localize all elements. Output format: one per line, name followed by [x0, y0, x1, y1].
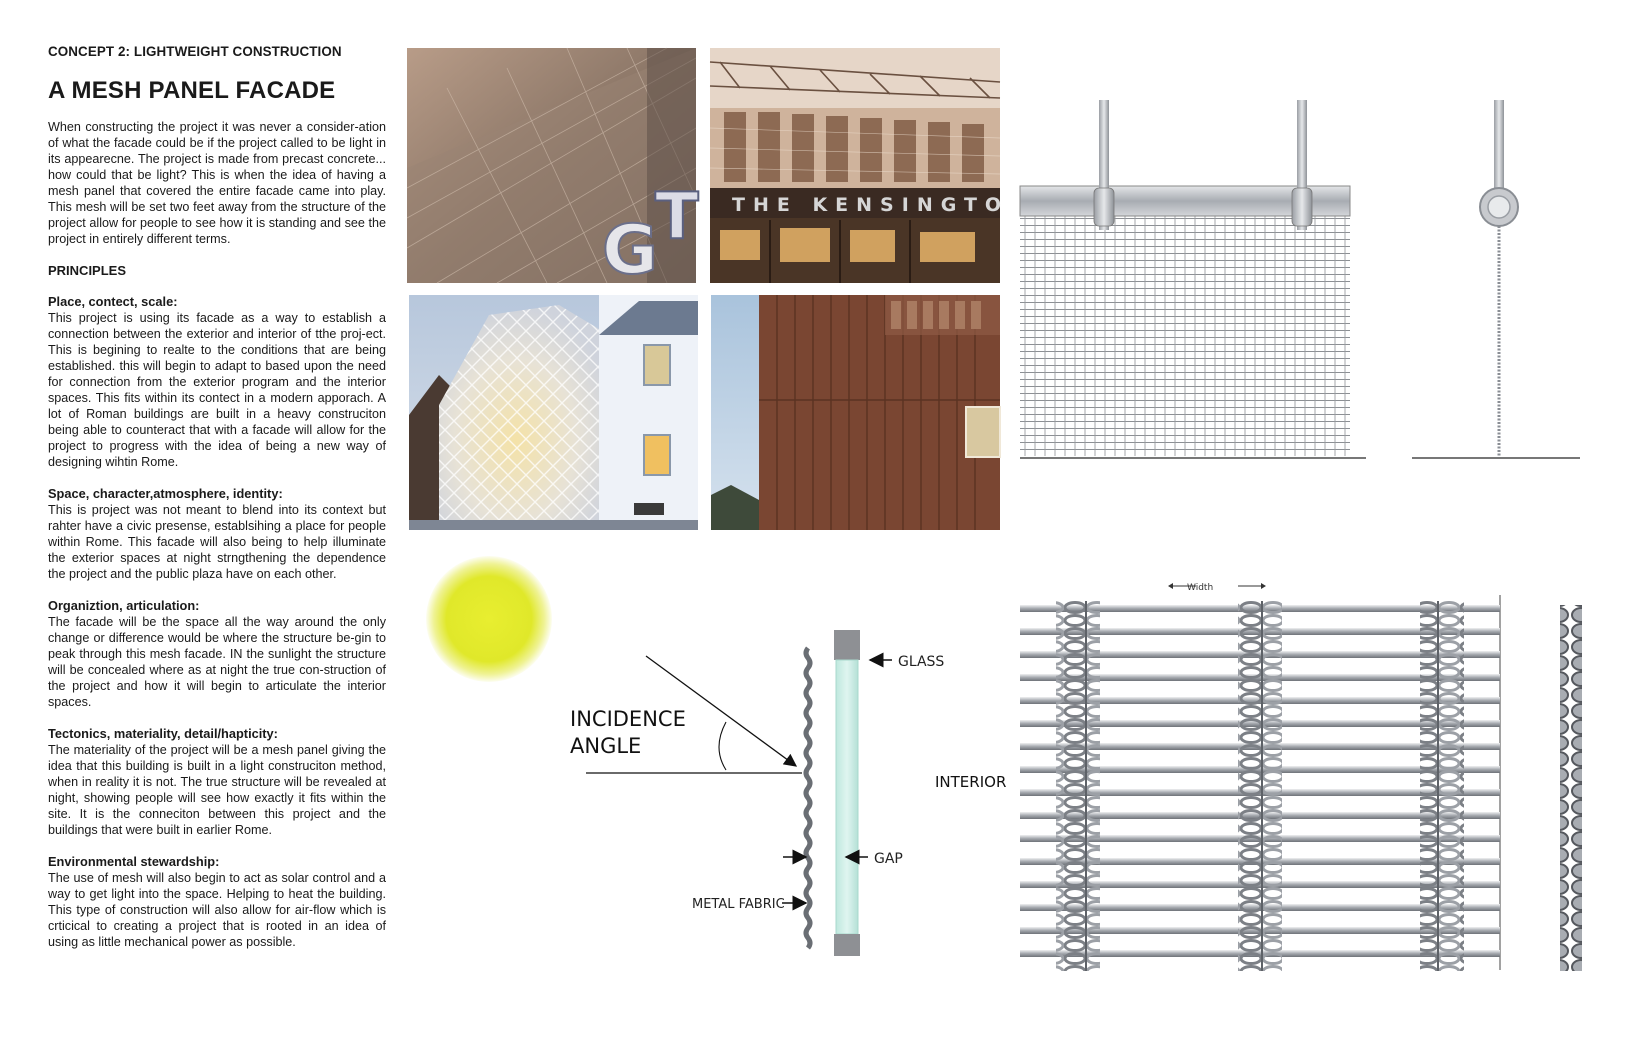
mesh-grid: [1020, 208, 1350, 456]
photo-kensington-building: [710, 48, 1010, 283]
principle-body: The facade will be the space all the way around the only change or difference would be where the structure be-gin to peak through this mesh facade. IN the sunlight the structure will be concealed where as at night the true con-struction of the project and how it will begin to articulate the interior spaces.: [48, 615, 386, 709]
clamp-left: [1094, 188, 1114, 226]
principles-heading: PRINCIPLES: [48, 263, 127, 278]
kensington-sign: THE KENSINGTO: [732, 194, 1010, 216]
clamp-right: [1292, 188, 1312, 226]
side-braid: [1560, 605, 1582, 971]
braided-cable-3: [1420, 601, 1464, 971]
braided-cable-1: [1056, 601, 1100, 971]
side-clamp-core: [1488, 196, 1510, 218]
glass-pane: [836, 660, 858, 934]
principle-section: [48, 854, 386, 950]
glass-label: GLASS: [898, 654, 945, 670]
photo-mesh-facade-letters: [407, 48, 699, 290]
concept-kicker: CONCEPT 2: LIGHTWEIGHT CONSTRUCTION: [48, 44, 342, 59]
metal-fabric-section: [806, 648, 810, 948]
facade-letter-t: T: [655, 180, 699, 254]
principle-heading: Place, contect, scale:: [48, 294, 178, 309]
principle-heading: Tectonics, materiality, detail/hapticity:: [48, 726, 278, 741]
side-rod: [1494, 100, 1504, 200]
principle-section: [48, 726, 386, 838]
principle-heading: Environmental stewardship:: [48, 854, 220, 869]
principle-heading: Space, character,atmosphere, identity:: [48, 486, 283, 501]
page-title: A MESH PANEL FACADE: [48, 77, 336, 104]
glass-cap-top: [834, 630, 860, 660]
mesh-weave-closeup: [1020, 575, 1600, 975]
principle-section: [48, 598, 386, 710]
text-column: [48, 44, 386, 966]
principle-body: The materiality of the project will be a mesh panel giving the idea that this building is built in a light construciton method, when in reality it is not. The true structure will be revealed at night, showing people will see how exactly it fits within the site. It is the conneciton between this project and the buildings that were built in earlier Rome.: [48, 743, 386, 837]
incidence-label-line1: INCIDENCE: [570, 707, 686, 731]
principle-body: This is project was not meant to blend into its context but rahter have a civic presense, establsihing a place for people within Rome. This facade will also being to help illuminate the exterior spaces at night strngthening the dependence the project and the public plaza have on each other.: [48, 503, 386, 581]
section-diagram: [540, 600, 1007, 970]
interior-label: INTERIOR: [935, 773, 1007, 791]
intro-paragraph: When constructing the project it was never a consider-ation of what the facade could be if the project called to be light in its appearecne. The project is made from precast concrete... how could that be light? This is when the idea of having a mesh panel that covered the entire facade came into play. This mesh will be set two feet away from the structure of the project allow for people to see how it is standing and see the project in entirely different terms.: [48, 120, 386, 246]
incidence-label-line2: ANGLE: [570, 734, 642, 758]
sun-graphic: [426, 556, 552, 682]
principle-heading: Organiztion, articulation:: [48, 598, 200, 613]
principle-body: The use of mesh will also begin to act as solar control and a way to get light into the space. Helping to heat the building. This type of construction will also allow for air-flow which is crticical to creating a project that is rooted in an idea of using as little mechanical power as possible.: [48, 871, 386, 949]
principle-section: [48, 294, 386, 470]
width-label: Width: [1187, 583, 1214, 593]
angle-arc: [719, 722, 726, 770]
glass-cap-bottom: [834, 934, 860, 956]
metal-fabric-label: METAL FABRIC: [692, 897, 785, 912]
facade-letter-g: G: [602, 211, 658, 290]
photo-copper-panel-facade: [711, 295, 1000, 530]
gap-label: GAP: [874, 851, 903, 867]
mesh-panel-elevation: [1020, 96, 1580, 466]
principle-section: [48, 486, 386, 582]
braided-cable-2: [1238, 601, 1282, 971]
principle-body: This project is using its facade as a way to establish a connection between the exterior and interior of tthe proj-ect. This is begining to realte to the conditions that are being established. this will begin to adapt to based upon the need for connection from the exterior program and the interior spaces. This fits within its contect in a modern apporach. A lot of Roman buildings are built in a heavy construciton being able to counteract that with a facade will allow for the project to progress with the idea of being a new way of designing wihtin Rome.: [48, 311, 386, 469]
photo-translucent-mesh-house: [409, 295, 698, 530]
